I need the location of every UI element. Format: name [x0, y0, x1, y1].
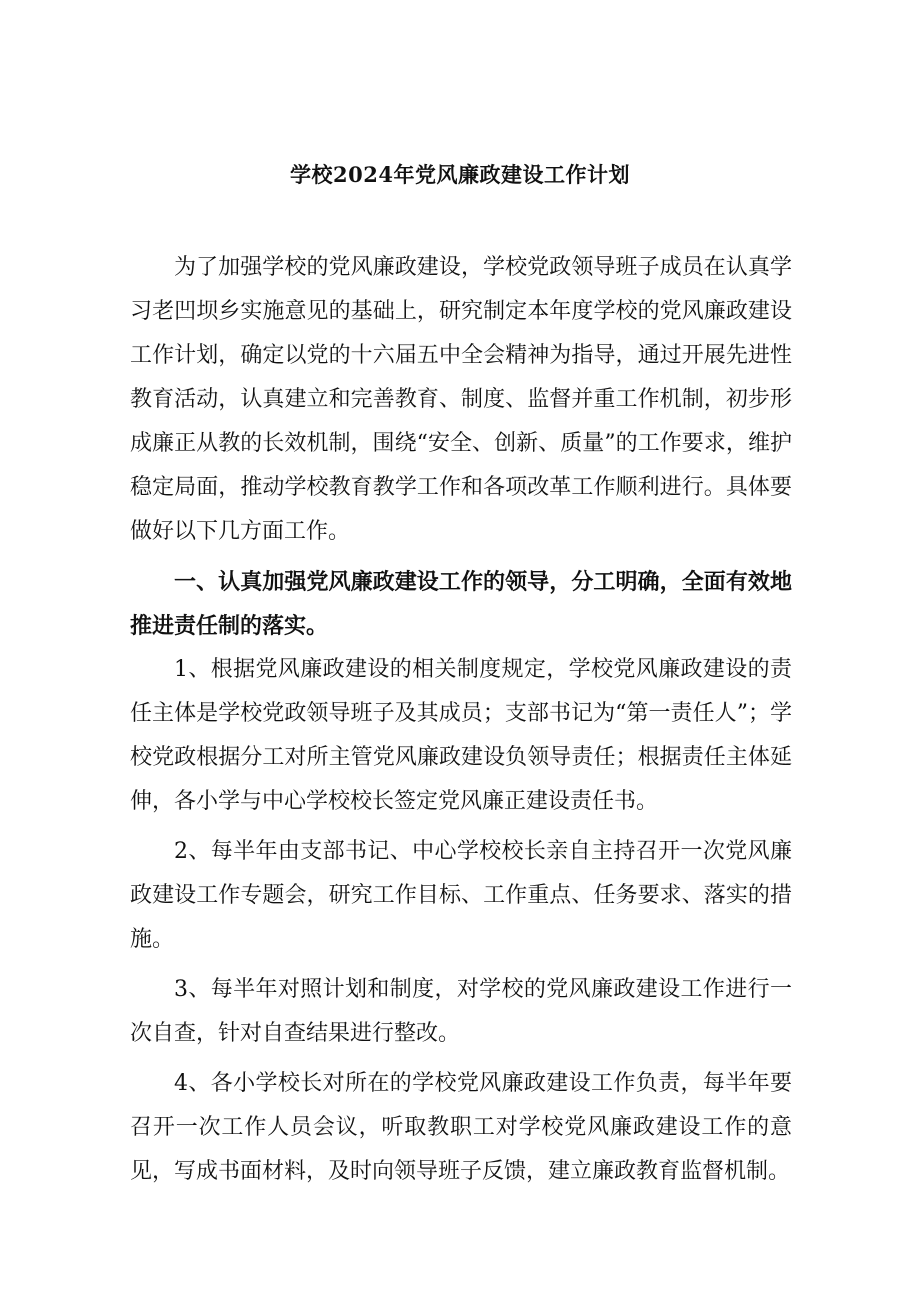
intro-paragraph: 为了加强学校的党风廉政建设，学校党政领导班子成员在认真学习老凹坝乡实施意见的基础上，研究制定本年度学校的党风廉政建设工作计划，确定以党的十六届五中全会精神为指导，通过开展先进性教育活动，认真建立和完善教育、制度、监督并重工作机制，初步形成廉正从教的长效机制，围绕“安全、创新、质量”的工作要求，维护稳定局面，推动学校教育教学工作和各项改革工作顺利进行。具体要做好以下几方面工作。: [130, 255, 792, 544]
section-heading-1: 一、认真加强党风廉政建设工作的领导，分工明确，全面有效地推进责任制的落实。: [130, 569, 792, 639]
document-title: 学校2024年党风廉政建设工作计划: [290, 162, 630, 187]
list-item-4: 4、各小学校长对所在的学校党风廉政建设工作负责，每半年要召开一次工作人员会议，听取教职工对学校党风廉政建设工作的意见，写成书面材料，及时向领导班子反馈，建立廉政教育监督机制。: [130, 1071, 792, 1184]
list-item-1: 1、根据党风廉政建设的相关制度规定，学校党风廉政建设的责任主体是学校党政领导班子及其成员；支部书记为“第一责任人”；学校党政根据分工对所主管党风廉政建设负领导责任；根据责任主体延伸，各小学与中心学校校长签定党风廉正建设责任书。: [130, 657, 792, 814]
list-item-3: 3、每半年对照计划和制度，对学校的党风廉政建设工作进行一次自查，针对自查结果进行整改。: [130, 977, 792, 1046]
list-item-2: 2、每半年由支部书记、中心学校校长亲自主持召开一次党风廉政建设工作专题会，研究工作目标、工作重点、任务要求、落实的措施。: [130, 839, 792, 952]
document-body: [130, 246, 792, 1194]
